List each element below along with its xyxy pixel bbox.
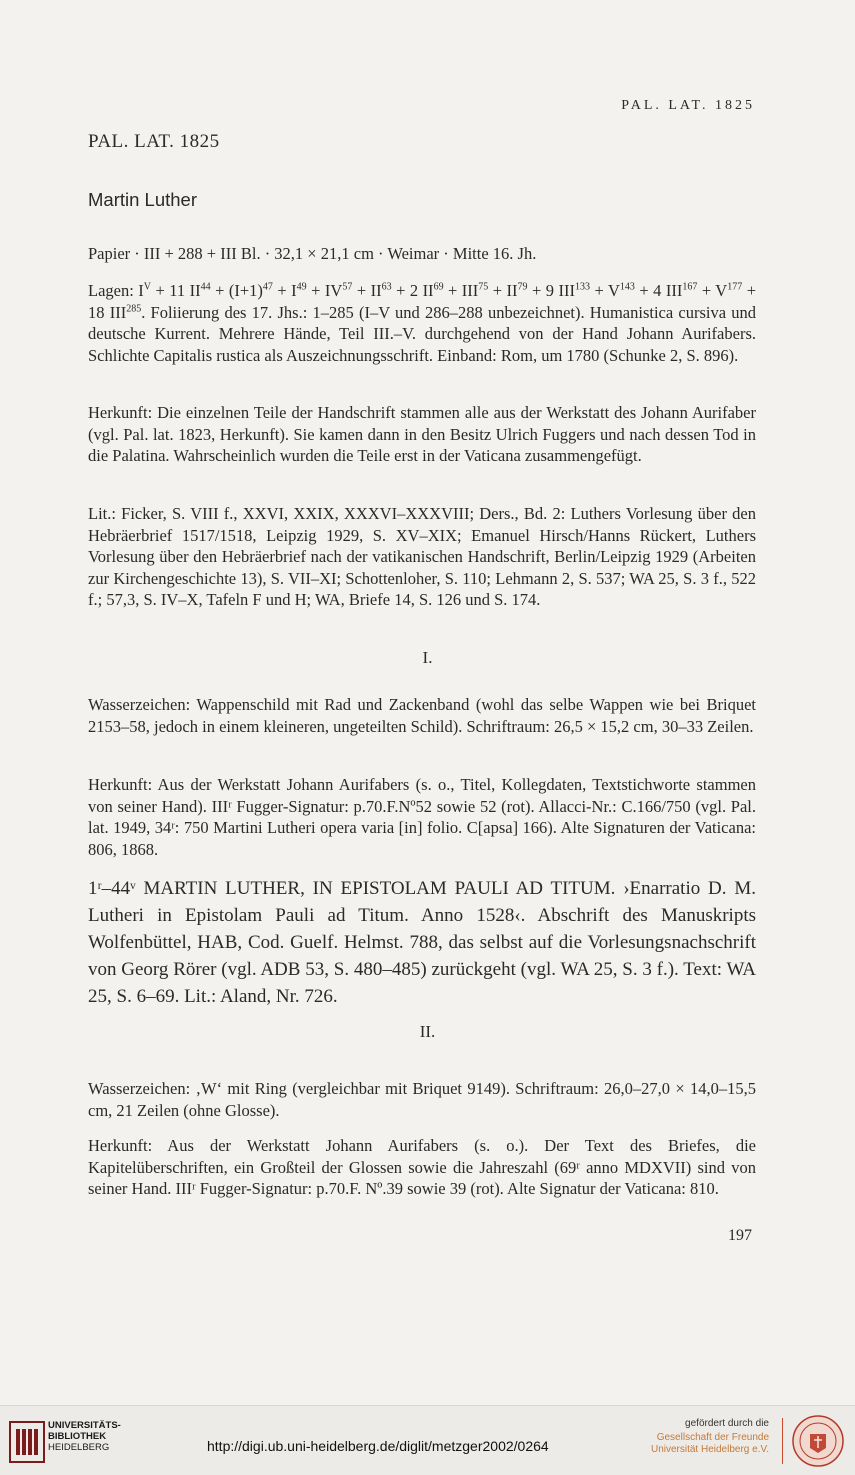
section2-watermark: Wasserzeichen: ‚W‘ mit Ring (vergleichbar mit Briquet 9149). Schriftraum: 26,0–27,0 × 14,0–15,5 cm, 21 Zeilen (ohne Glosse). [88, 1079, 756, 1120]
physical-description: Papier · III + 288 + III Bl. · 32,1 × 21,1 cm · Weimar · Mitte 16. Jh. [88, 244, 537, 263]
manuscript-signature: PAL. LAT. 1825 [88, 131, 220, 152]
section1-herkunft: Herkunft: Aus der Werkstatt Johann Aurifabers (s. o., Titel, Kollegdaten, Textstichworte stammen von seiner Hand). IIIʳ Fugger-Signatur: p.70.F.Nº52 sowie 52 (rot). Allacci-Nr.: C.166/750 (vgl. Pal. lat. 1949, 34ʳ: 750 Martini Lutheri opera varia [in] folio. C[apsa] 166). Alte Signaturen der Vaticana: 806, 1868. [88, 775, 756, 859]
section2-herkunft: Herkunft: Aus der Werkstatt Johann Aurifabers (s. o.). Der Text des Briefes, die Kapitelüberschriften, ein Großteil der Glossen sowie die Jahreszahl (69ʳ anno MDXVII) sind von seiner Hand. IIIʳ Fugger-Signatur: p.70.F. Nº.39 sowie 39 (rot). Alte Signatur der Vaticana: 810. [88, 1136, 756, 1198]
funder-credit [651, 1418, 769, 1456]
library-name-line1: UNIVERSITÄTS- [48, 1420, 121, 1431]
literature-paragraph: Lit.: Ficker, S. VIII f., XXVI, XXIX, XXXVI–XXXVIII; Ders., Bd. 2: Luthers Vorlesung über den Hebräerbrief 1517/1518, Leipzig 1929, S. XV–XIX; Emanuel Hirsch/Hanns Rückert, Luthers Vorlesung über den Hebräerbrief nach der vatikanischen Handschrift, Berlin/Leipzig 1929 (Arbeiten zur Kirchengeschichte 13), S. VII–XI; Schottenloher, S. 110; Lehmann 2, S. 537; WA 25, S. 3 f., 522 f.; 57,3, S. IV–X, Tafeln F und H; WA, Briefe 14, S. 126 und S. 174. [88, 504, 756, 609]
funder-name-line2: Universität Heidelberg e.V. [650, 1444, 769, 1455]
section-numeral-2: II. [419, 1022, 436, 1041]
running-head: PAL. LAT. 1825 [621, 98, 755, 113]
funder-name-line1: Gesellschaft der Freunde [656, 1432, 769, 1443]
author-heading: Martin Luther [88, 189, 197, 210]
section-numeral-1: I. [422, 648, 433, 667]
footer-bar [0, 1405, 855, 1475]
library-name-line3: HEIDELBERG [48, 1442, 110, 1453]
library-name [48, 1420, 121, 1453]
herkunft-main: Herkunft: Die einzelnen Teile der Handschrift stammen alle aus der Werkstatt des Johann Aurifaber (vgl. Pal. lat. 1823, Herkunft). Sie kamen dann in den Besitz Ulrich Fuggers und nach dessen Tod in die Palatina. Wahrscheinlich wurden die Teile erst in der Vaticana zusammengefügt. [88, 403, 756, 465]
university-library-logo-icon [8, 1420, 46, 1464]
section1-watermark: Wasserzeichen: Wappenschild mit Rad und Zackenband (wohl das selbe Wappen wie bei Briquet 2153–58, jedoch in einem kleineren, ungeteilten Schild). Schriftraum: 26,5 × 15,2 cm, 30–33 Zeilen. [88, 695, 756, 736]
lagen-paragraph: Lagen: $I^V + 11$ $II^{44} + (I+1)^{47} + I^{49} + IV^{57} + II^{63} + 2$ $II^{69} + III^{75} + II^{79} + 9$ $III^{133} + V^{143} + 4$ $III^{167} + V^{177} + 18$ III$^{285}$. Foliierung des 17. Jhs.: 1–285 (I–V und 286–288 unbezeichnet). Humanistica cursiva und deutsche Kurrent. Mehrere Hände, Teil III.–V. durchgehend von der Hand Johann Aurifabers. Schlichte Capitalis rustica als Auszeichnungsschrift. Einband: Rom, um 1780 (Schunke 2, S. 896). [88, 281, 757, 365]
permalink-url[interactable]: http://digi.ub.uni-heidelberg.de/diglit/metzger2002/0264 [207, 1438, 549, 1454]
footer-divider [782, 1418, 783, 1464]
section1-entry: 1ʳ–44ᵛ MARTIN LUTHER, IN EPISTOLAM PAULI AD TITUM. ›Enarratio D. M. Lutheri in Epistolam Pauli ad Titum. Anno 1528‹. Abschrift des Manuskripts Wolfenbüttel, HAB, Cod. Guelf. Helmst. 788, das selbst auf die Vorlesungsnachschrift von Georg Rörer (vgl. ADB 53, S. 480–485) zurückgeht (vgl. WA 25, S. 3 f.). Text: WA 25, S. 6–69. Lit.: Aland, Nr. 726. [88, 878, 756, 1007]
university-seal-icon [791, 1414, 845, 1468]
page-number: 197 [728, 1227, 752, 1244]
library-name-line2: BIBLIOTHEK [48, 1431, 107, 1442]
funded-by-label: gefördert durch die [685, 1418, 769, 1429]
